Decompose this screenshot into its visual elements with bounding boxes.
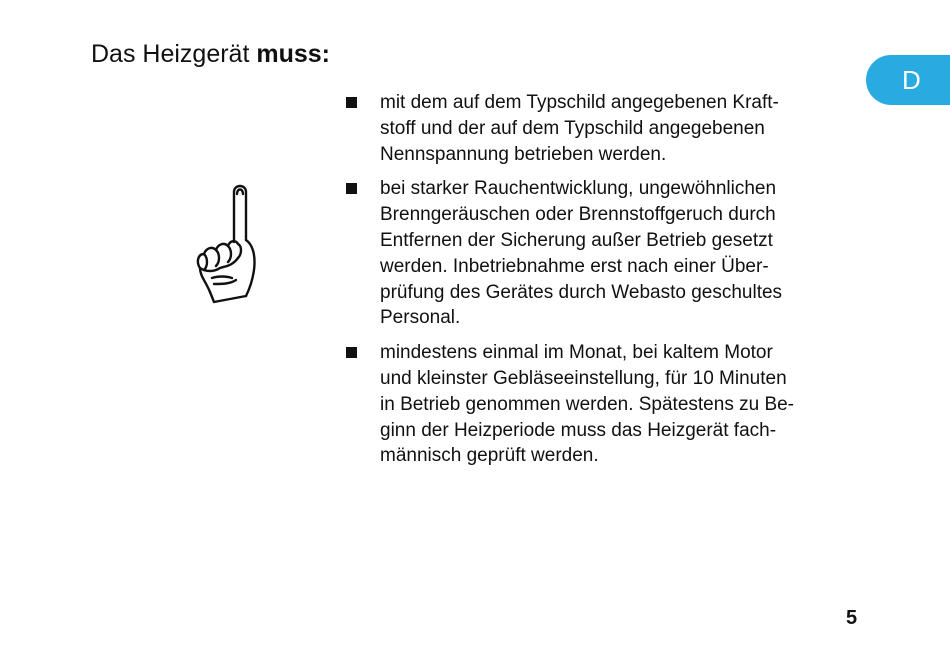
page-number: 5 bbox=[846, 607, 858, 629]
pointing-finger-icon bbox=[192, 180, 264, 310]
list-item bbox=[340, 340, 870, 469]
bullet-square-icon bbox=[346, 97, 357, 108]
heading-text: Das Heizgerät bbox=[91, 40, 257, 68]
language-tab: D bbox=[866, 55, 950, 105]
bullet-square-icon bbox=[346, 347, 357, 358]
list-item-text: mindestens einmal im Monat, bei kaltem Motor und kleinster Gebläseeinstellung, für 10 Minuten in Betrieb genommen werden. Spätestens zu Be- ginn der Heizperiode muss das Heizgerät fach- männisch geprüft werden. bbox=[380, 342, 795, 467]
list-item-text: bei starker Rauchentwicklung, ungewöhnlichen Brenngeräuschen oder Brennstoffgeruch durch Entfernen der Sicherung außer Betrieb gesetzt werden. Inbetriebnahme erst nach einer Über- prüfung des Gerätes durch Webasto geschultes Personal. bbox=[380, 178, 783, 329]
list-item-text: mit dem auf dem Typschild angegebenen Kraft- stoff und der auf dem Typschild angegebenen Nennspannung betrieben werden. bbox=[380, 92, 779, 165]
requirements-list bbox=[340, 90, 870, 478]
list-item bbox=[340, 176, 870, 331]
bullet-square-icon bbox=[346, 183, 357, 194]
heading-emphasis: muss: bbox=[256, 40, 330, 68]
list-item bbox=[340, 90, 870, 167]
page-heading bbox=[91, 38, 330, 70]
